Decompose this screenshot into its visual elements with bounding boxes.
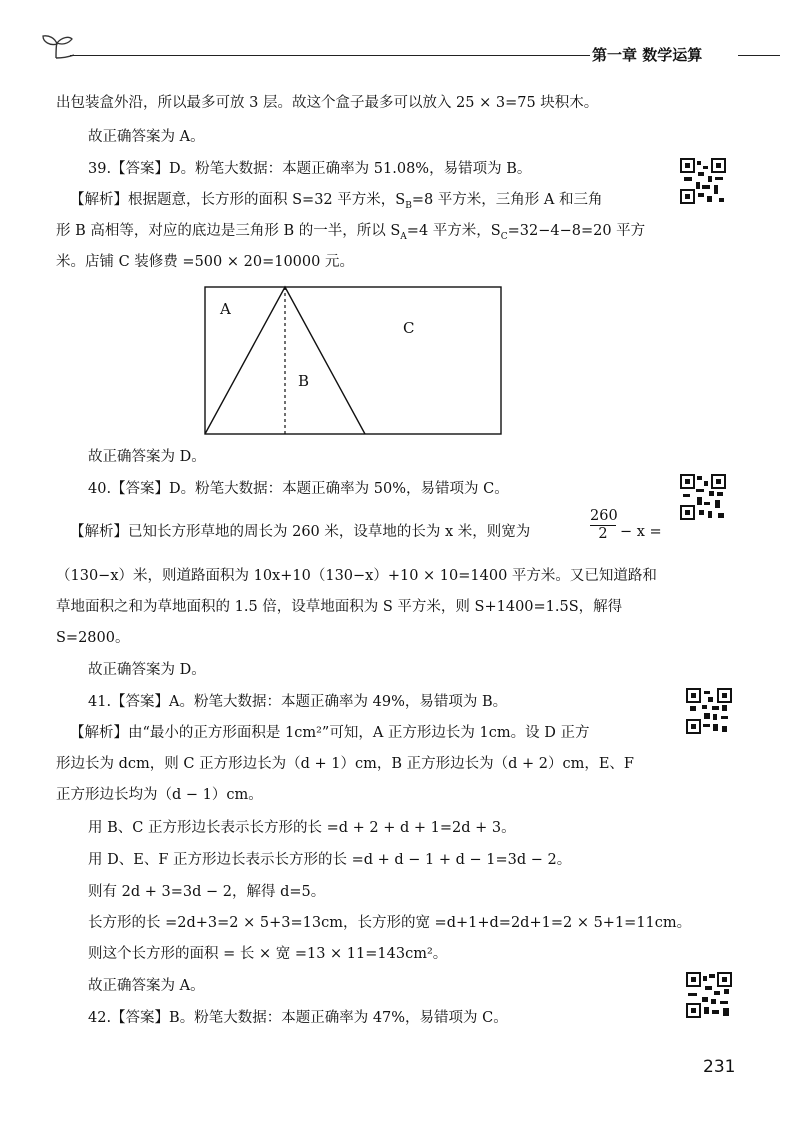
q41-answer: 41.【答案】A。粉笔大数据：本题正确率为 49%，易错项为 B。 xyxy=(88,694,508,710)
q41-explanation-8: 则这个长方形的面积 = 长 × 宽 =13 × 11=143cm²。 xyxy=(88,946,448,962)
q40-explanation-1-tail: − x = xyxy=(620,524,662,540)
q40-explanation-3: 草地面积之和为草地面积的 1.5 倍，设草地面积为 S 平方米，则 S+1400=1.5S，解得 xyxy=(56,599,623,615)
q40-explanation-4: S=2800。 xyxy=(56,630,130,646)
qr-code-icon[interactable] xyxy=(686,972,732,1018)
answer-41: 故正确答案为 A。 xyxy=(88,978,205,994)
q39-explanation-1: 【解析】根据题意，长方形的面积 S=32 平方米，$S_B=8$ 平方米，三角形 A 和三角 xyxy=(70,192,603,211)
header-rule-left xyxy=(70,55,590,56)
header-rule-right xyxy=(738,55,780,56)
leaf-sprout-icon xyxy=(40,32,74,60)
q39-explanation-3: 米。店铺 C 装修费 =500 × 20=10000 元。 xyxy=(56,254,354,270)
answer-39: 故正确答案为 D。 xyxy=(88,449,206,465)
q40-explanation-2: （130−x）米，则道路面积为 10x+10（130−x）+10 × 10=1400 平方米。又已知道路和 xyxy=(56,568,657,584)
q41-explanation-4: 用 B、C 正方形边长表示长方形的长 =d + 2 + d + 1=2d + 3。 xyxy=(88,820,516,836)
q41-explanation-6: 则有 2d + 3=3d − 2，解得 d=5。 xyxy=(88,884,326,900)
qr-code-icon[interactable] xyxy=(680,158,726,204)
text-line: 出包装盒外沿，所以最多可放 3 层。故这个盒子最多可以放入 25 × 3=75 块积木。 xyxy=(56,95,599,111)
qr-code-icon[interactable] xyxy=(686,688,732,734)
qr-code-icon[interactable] xyxy=(680,474,726,520)
q41-explanation-1: 【解析】由“最小的正方形面积是 1cm²”可知，A 正方形边长为 1cm。设 D 正方 xyxy=(70,725,590,741)
label-c: C xyxy=(403,319,415,337)
label-a: A xyxy=(220,300,231,318)
label-b: B xyxy=(298,372,310,390)
fraction: $\frac{260}{2}$ xyxy=(590,508,618,542)
page-number: 231 xyxy=(703,1057,736,1077)
q41-explanation-2: 形边长为 dcm，则 C 正方形边长为（d + 1）cm，B 正方形边长为（d + 2）cm，E、F xyxy=(56,756,634,772)
q40-explanation-1: 【解析】已知长方形草地的周长为 260 米，设草地的长为 x 米，则宽为 xyxy=(70,524,531,540)
answer-line: 故正确答案为 A。 xyxy=(88,129,205,145)
q41-explanation-7: 长方形的长 =2d+3=2 × 5+3=13cm，长方形的宽 =d+1+d=2d+1=2 × 5+1=11cm。 xyxy=(88,915,692,931)
chapter-title: 第一章 数学运算 xyxy=(592,46,703,64)
q41-explanation-5: 用 D、E、F 正方形边长表示长方形的长 =d + d − 1 + d − 1=3d − 2。 xyxy=(88,852,572,868)
q39-answer: 39.【答案】D。粉笔大数据：本题正确率为 51.08%，易错项为 B。 xyxy=(88,161,532,177)
q41-explanation-3: 正方形边长均为（d − 1）cm。 xyxy=(56,787,263,803)
q39-explanation-2: 形 B 高相等，对应的底边是三角形 B 的一半，所以 $S_A=4$ 平方米，$S_C=32-4-8=20$ 平方 xyxy=(56,223,646,242)
q42-answer: 42.【答案】B。粉笔大数据：本题正确率为 47%，易错项为 C。 xyxy=(88,1010,508,1026)
rectangle-triangle-figure xyxy=(200,283,505,438)
answer-40: 故正确答案为 D。 xyxy=(88,662,206,678)
q40-answer: 40.【答案】D。粉笔大数据：本题正确率为 50%，易错项为 C。 xyxy=(88,481,509,497)
